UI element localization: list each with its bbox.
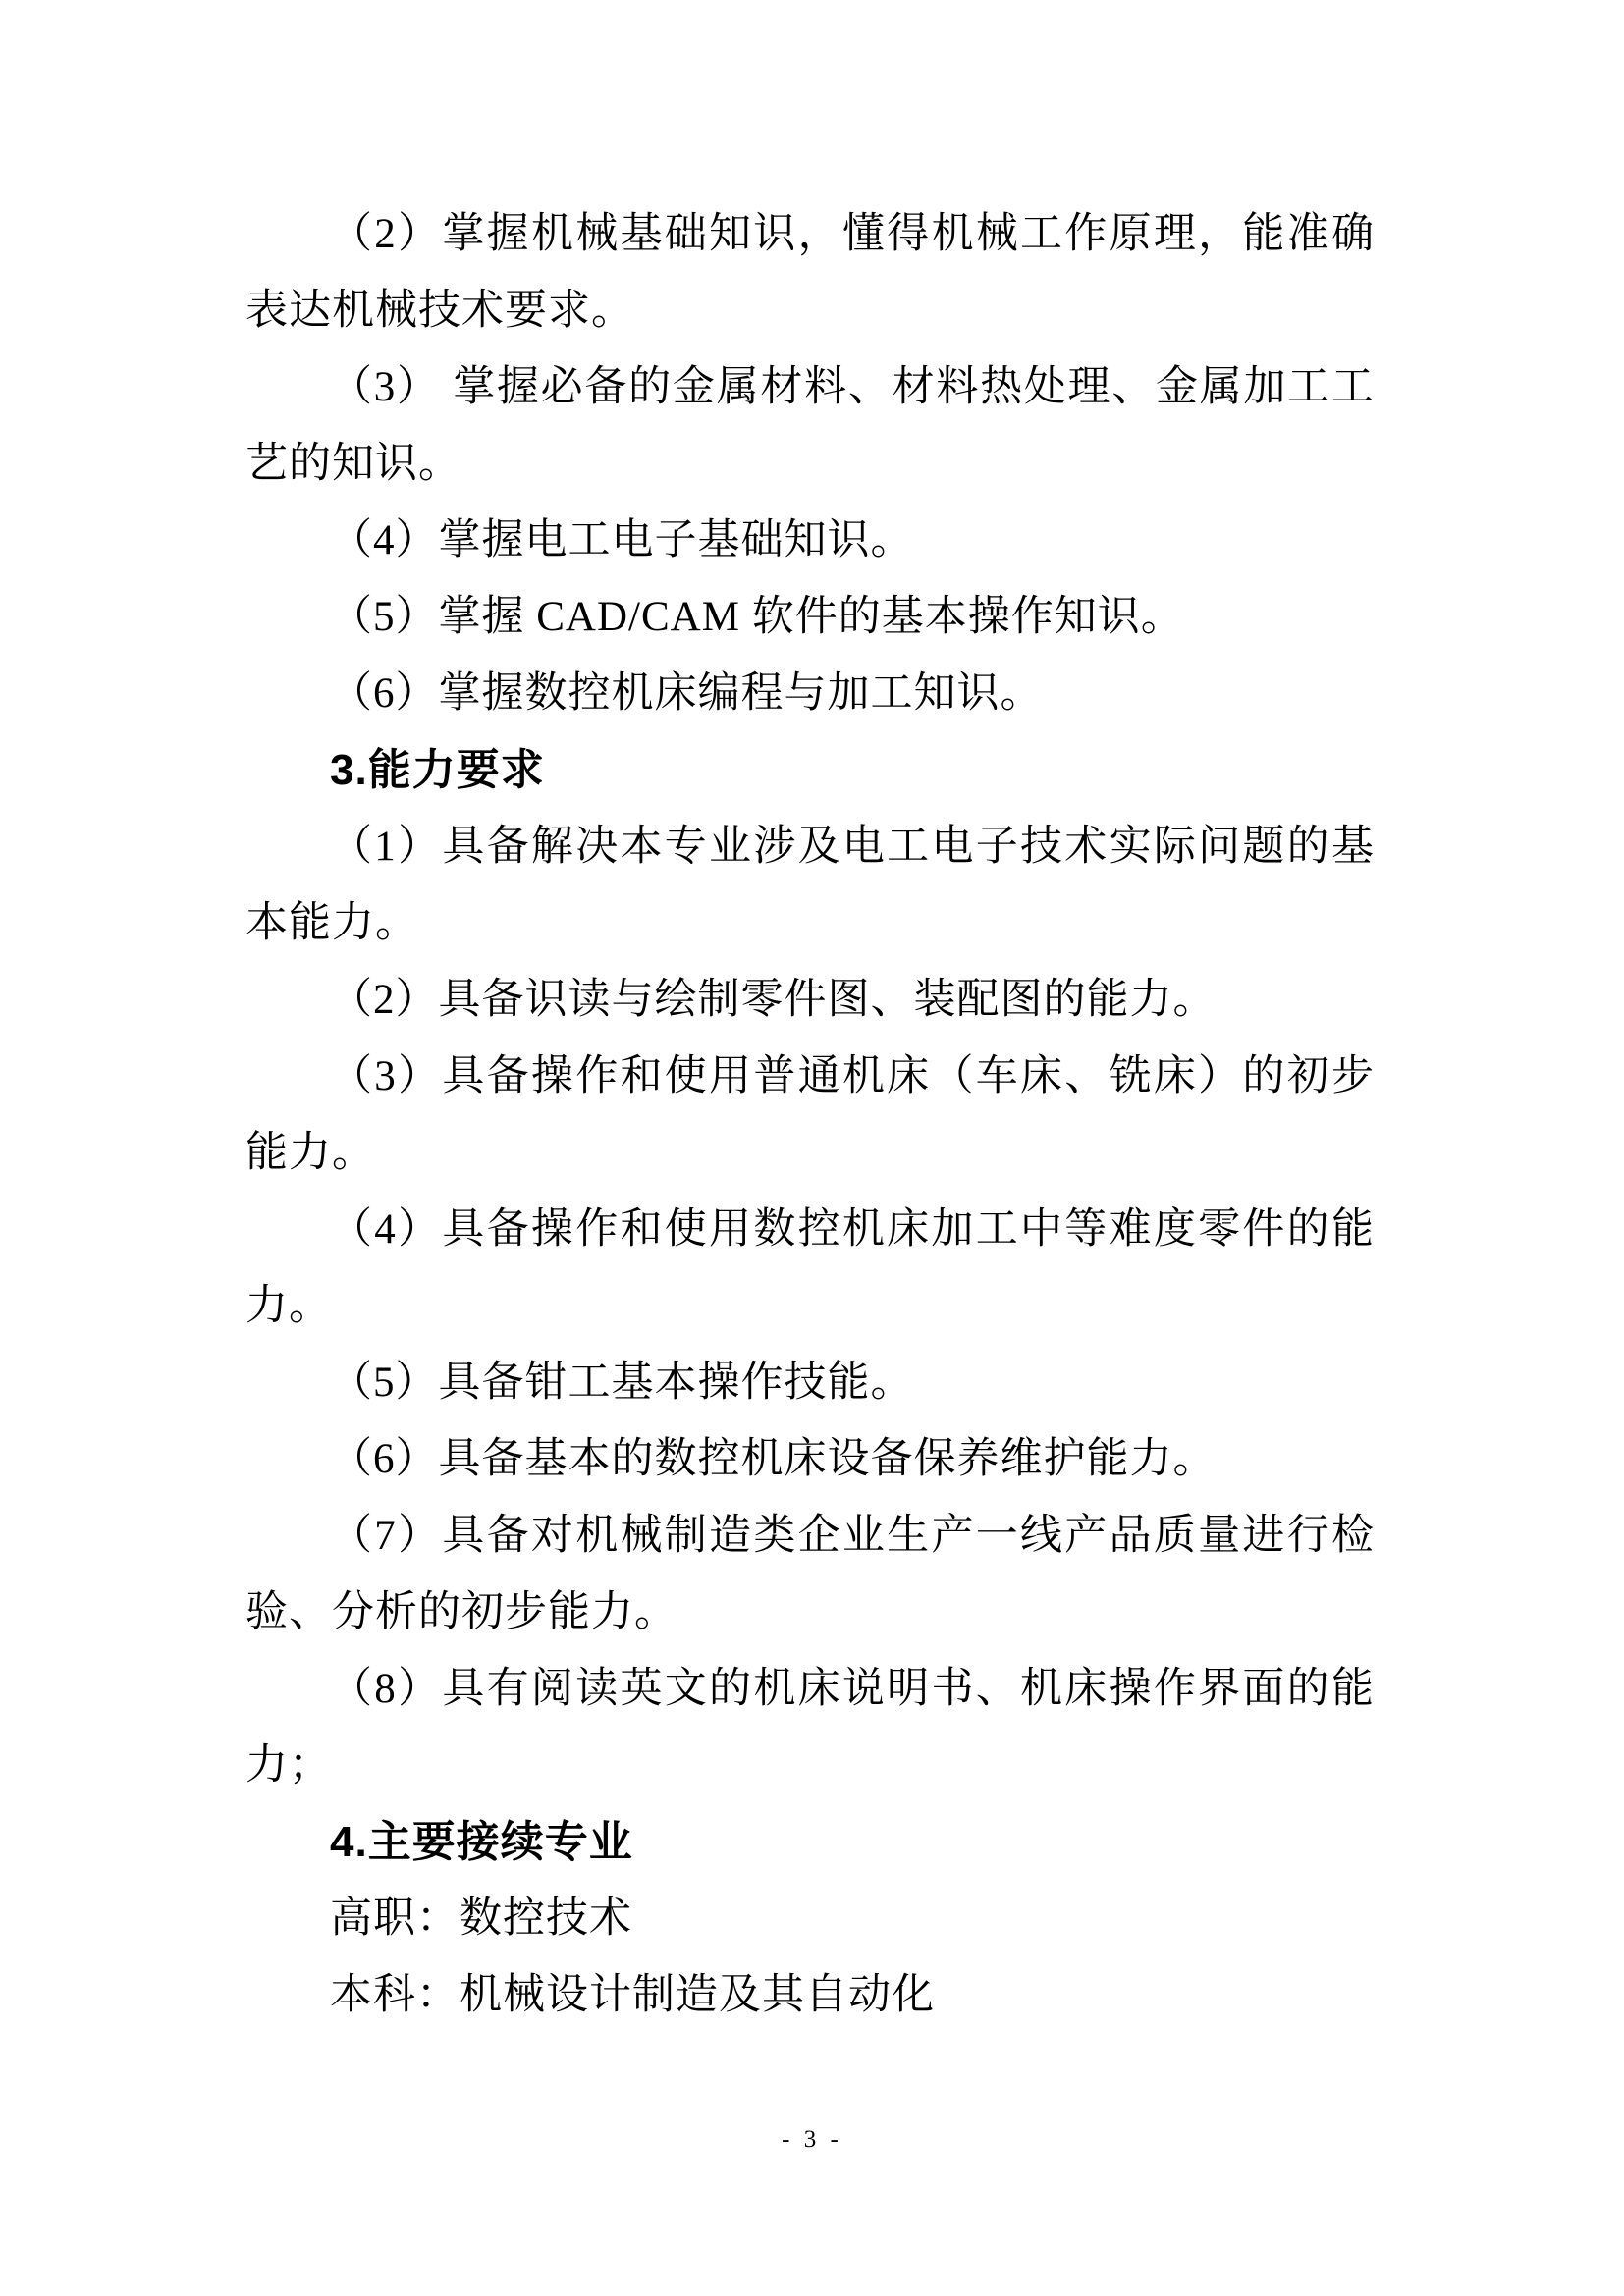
doc-line: 艺的知识。: [245, 441, 461, 487]
doc-line: （6）具备基本的数控机床设备保养维护能力。: [330, 1436, 1217, 1482]
document-body: [245, 196, 1375, 2034]
doc-line: 能力。: [245, 1130, 375, 1176]
doc-line: 力；: [245, 1742, 332, 1789]
doc-line: （5）具备钳工基本操作技能。: [330, 1360, 914, 1406]
doc-line: （3）具备操作和使用普通机床（车床、铣床）的初步: [330, 1053, 1375, 1099]
doc-line: 验、分析的初步能力。: [245, 1589, 677, 1635]
page-number: - 3 -: [782, 2126, 842, 2153]
doc-line: 表达机械技术要求。: [245, 288, 634, 334]
doc-line: （5）掌握 CAD/CAM 软件的基本操作知识。: [330, 594, 1184, 640]
doc-line: （2）具备识读与绘制零件图、装配图的能力。: [330, 977, 1217, 1023]
doc-line: （7）具备对机械制造类企业生产一线产品质量进行检: [330, 1513, 1375, 1559]
doc-line: 高职：数控技术: [330, 1896, 632, 1942]
doc-line: 力。: [245, 1283, 332, 1329]
doc-line: 本科：机械设计制造及其自动化: [330, 1972, 935, 2018]
doc-line: （6）掌握数控机床编程与加工知识。: [330, 670, 1044, 717]
doc-line: （4）掌握电工电子基础知识。: [330, 517, 914, 563]
doc-line: 本能力。: [245, 900, 418, 946]
heading-ability-requirements: 3.能力要求: [330, 746, 545, 794]
heading-continuing-majors: 4.主要接续专业: [330, 1818, 633, 1866]
doc-line: （2）掌握机械基础知识，懂得机械工作原理，能准确: [330, 211, 1375, 257]
doc-line: （8）具有阅读英文的机床说明书、机床操作界面的能: [330, 1666, 1375, 1712]
doc-line: （1）具备解决本专业涉及电工电子技术实际问题的基: [330, 824, 1375, 870]
doc-line: （3） 掌握必备的金属材料、材料热处理、金属加工工: [330, 364, 1375, 410]
doc-line: （4）具备操作和使用数控机床加工中等难度零件的能: [330, 1206, 1375, 1253]
